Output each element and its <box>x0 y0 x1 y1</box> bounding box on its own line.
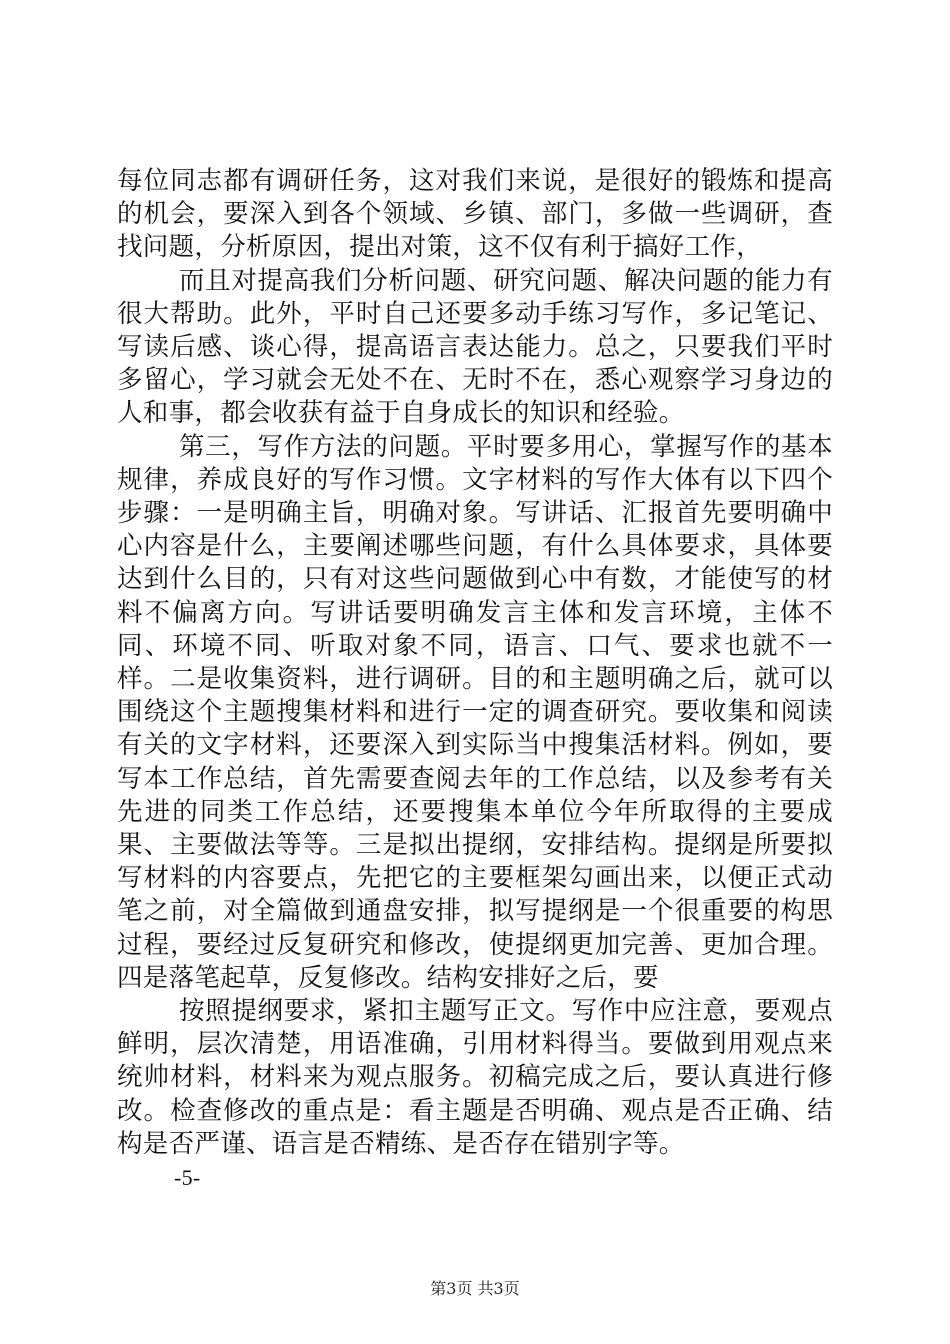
paragraph-1: 每位同志都有调研任务，这对我们来说，是很好的锻炼和提高的机会，要深入到各个领域、乡镇、部门，多做一些调研，查找问题，分析原因，提出对策，这不仅有利于搞好工作， <box>117 166 833 263</box>
paragraph-4: 按照提纲要求，紧扣主题写正文。写作中应注意，要观点鲜明，层次清楚，用语准确，引用材料得当。要做到用观点来统帅材料，材料来为观点服务。初稿完成之后，要认真进行修改。检查修改的重点是：看主题是否明确、观点是否正确、结构是否严谨、语言是否精练、是否存在错别字等。 <box>117 996 833 1159</box>
paragraph-3: 第三，写作方法的问题。平时要多用心，掌握写作的基本规律，养成良好的写作习惯。文字材料的写作大体有以下四个步骤：一是明确主旨，明确对象。写讲话、汇报首先要明确中心内容是什么，主要阐述哪些问题，有什么具体要求，具体要达到什么目的，只有对这些问题做到心中有数，才能使写的材料不偏离方向。写讲话要明确发言主体和发言环境，主体不同、环境不同、听取对象不同，语言、口气、要求也就不一样。二是收集资料，进行调研。目的和主题明确之后，就可以围绕这个主题搜集材料和进行一定的调查研究。要收集和阅读有关的文字材料，还要深入到实际当中搜集活材料。例如，要写本工作总结，首先需要查阅去年的工作总结，以及参考有关先进的同类工作总结，还要搜集本单位今年所取得的主要成果、主要做法等等。三是拟出提纲，安排结构。提纲是所要拟写材料的内容要点，先把它的主要框架勾画出来，以便正式动笔之前，对全篇做到通盘安排，拟写提纲是一个很重要的构思过程，要经过反复研究和修改，使提纲更加完善、更加合理。四是落笔起草，反复修改。结构安排好之后，要 <box>117 431 833 993</box>
page-footer: 第3页 共3页 <box>430 1279 520 1298</box>
paragraph-2: 而且对提高我们分析问题、研究问题、解决问题的能力有很大帮助。此外，平时自己还要多动手练习写作，多记笔记、写读后感、谈心得，提高语言表达能力。总之，只要我们平时多留心，学习就会无处不在、无时不在，悉心观察学习身边的人和事，都会收获有益于自身成长的知识和经验。 <box>117 265 833 429</box>
document-body <box>117 165 833 1194</box>
inline-page-number: -5- <box>174 1165 201 1191</box>
